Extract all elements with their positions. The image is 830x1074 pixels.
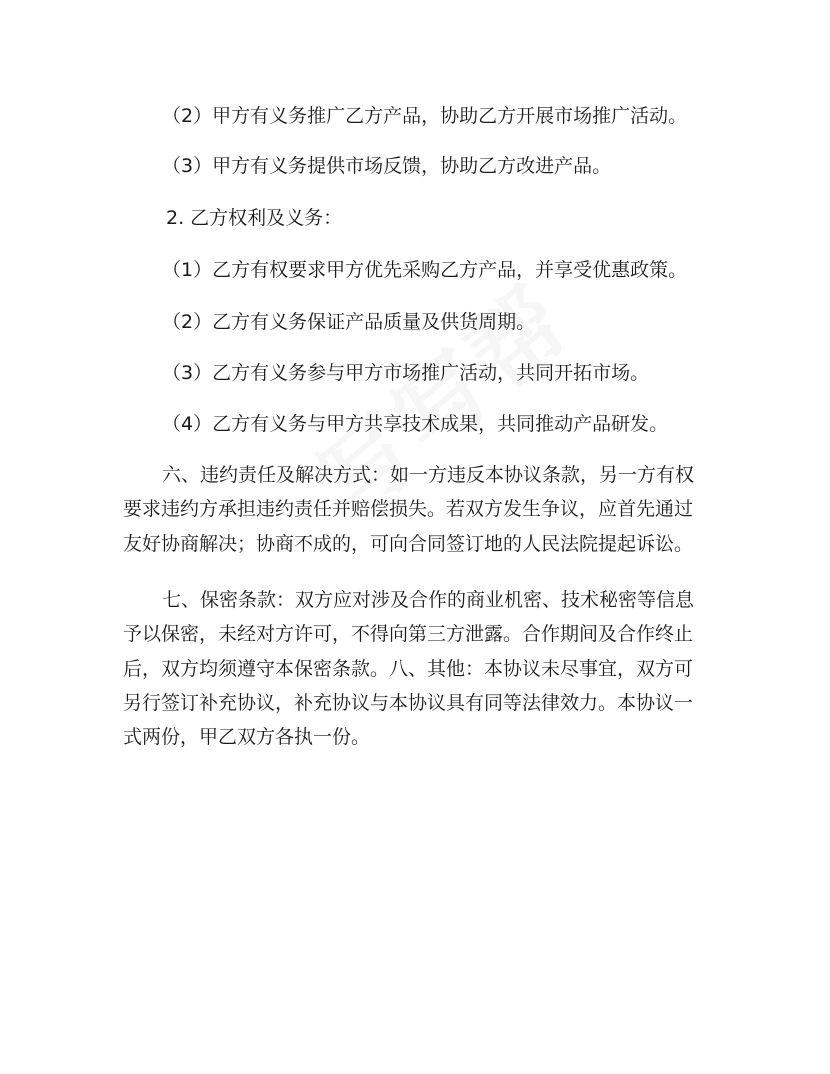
paragraph-line: 予以保密，未经对方许可，不得向第三方泄露。合作期间及合作终止 [123, 623, 694, 645]
paragraph-line: 七、保密条款：双方应对涉及合作的商业机密、技术秘密等信息 [162, 589, 695, 611]
paragraph-line: （3）甲方有义务提供市场反馈，协助乙方改进产品。 [162, 155, 612, 177]
paragraph-line: （2）乙方有义务保证产品质量及供货周期。 [162, 311, 536, 333]
paragraph-line: 要求违约方承担违约责任并赔偿损失。若双方发生争议，应首先通过 [123, 498, 694, 520]
paragraph-line: 六、违约责任及解决方式：如一方违反本协议条款，另一方有权 [162, 464, 695, 486]
paragraph-line: 另行签订补充协议，补充协议与本协议具有同等法律效力。本协议一 [123, 692, 694, 714]
paragraph-line: （4）乙方有义务与甲方共享技术成果，共同推动产品研发。 [162, 413, 669, 435]
paragraph-line: 友好协商解决；协商不成的，可向合同签订地的人民法院提起诉讼。 [123, 533, 694, 555]
paragraph-line: （2）甲方有义务推广乙方产品，协助乙方开展市场推广活动。 [162, 105, 688, 127]
paragraph-line: 式两份，甲乙双方各执一份。 [123, 726, 371, 748]
paragraph-line: （3）乙方有义务参与甲方市场推广活动，共同开拓市场。 [162, 362, 650, 384]
paragraph-line: 后，双方均须遵守本保密条款。八、其他：本协议未尽事宜，双方可 [123, 658, 694, 680]
section-heading: 2. 乙方权利及义务： [166, 207, 343, 229]
paragraph-line: （1）乙方有权要求甲方优先采购乙方产品，并享受优惠政策。 [162, 259, 688, 281]
